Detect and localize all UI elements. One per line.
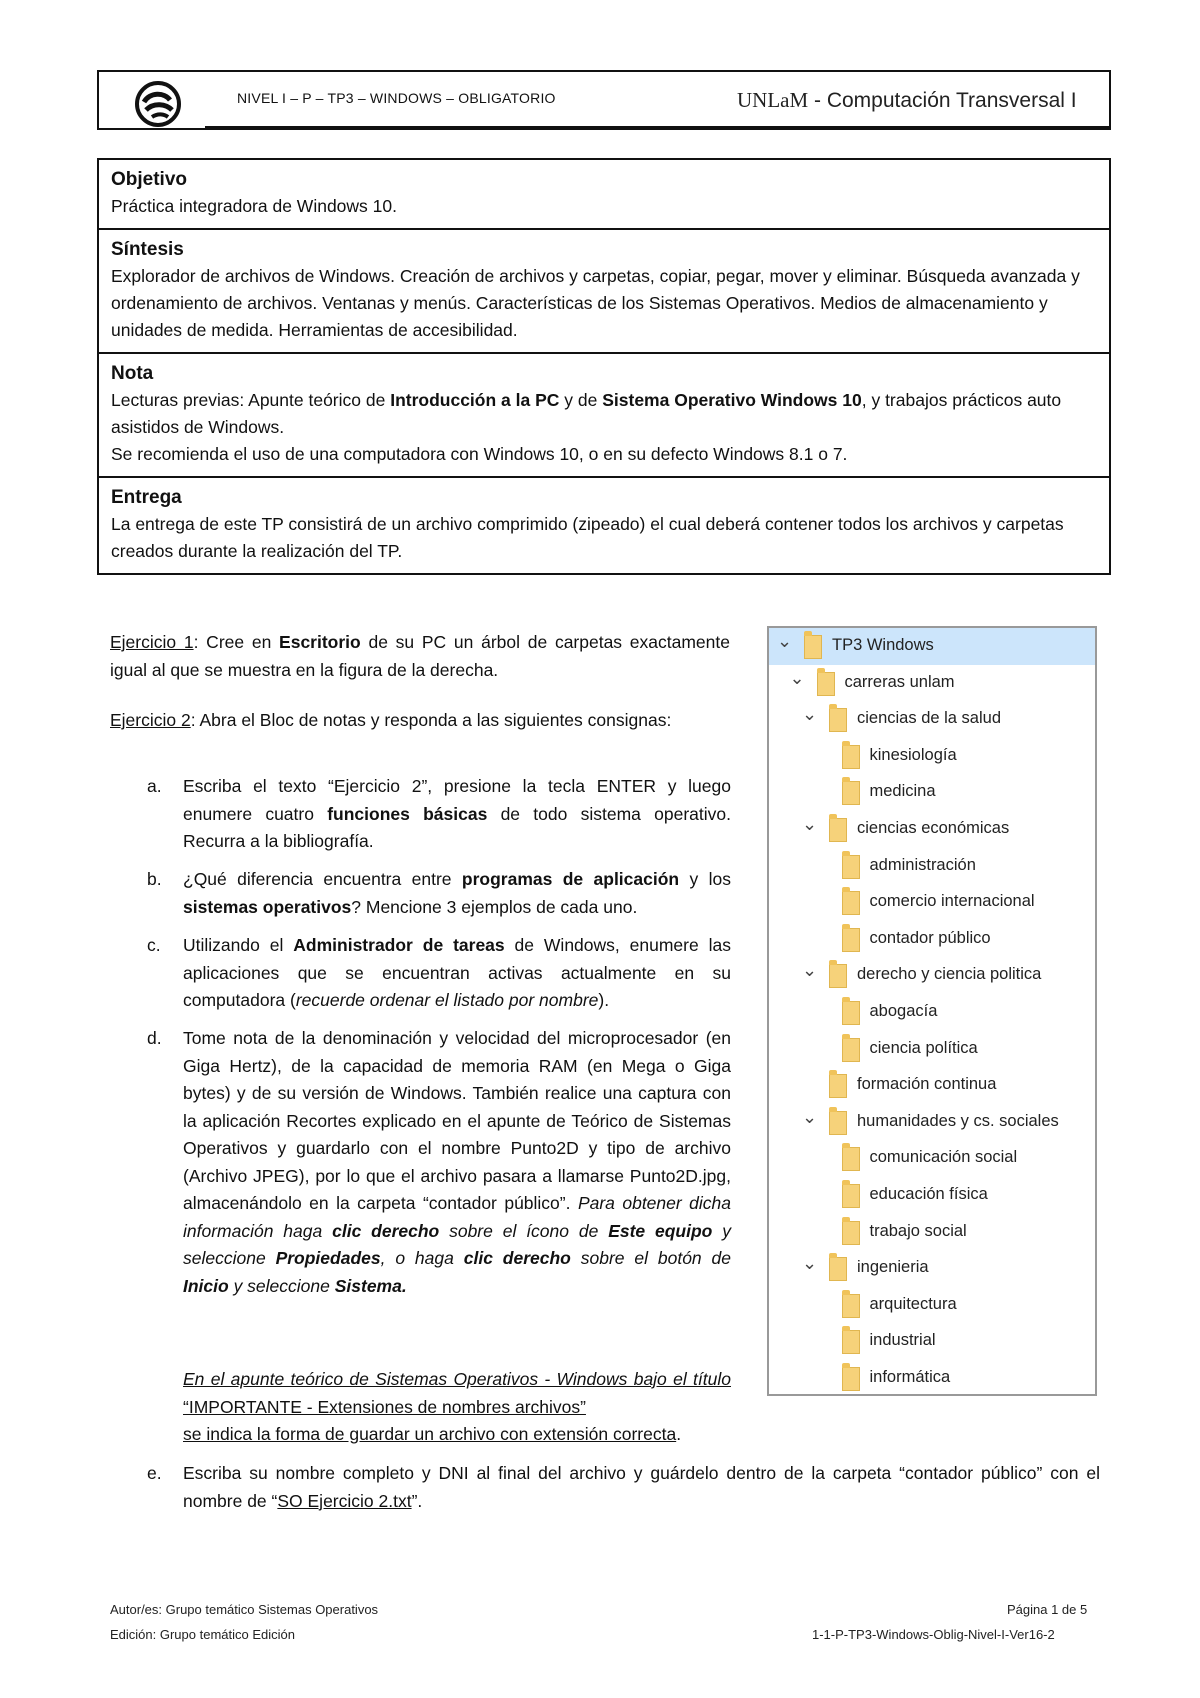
nota-recommendation: Se recomienda el uso de una computadora con Windows 10, o en su defecto Windows 8.1 o 7.	[111, 444, 848, 464]
item-c	[183, 932, 731, 1015]
folder-tree-label: contador público	[869, 928, 991, 947]
item-d-text-12: y seleccione	[228, 1275, 335, 1296]
item-b-label: b.	[147, 869, 162, 889]
folder-tree-label: ingenieria	[857, 1258, 929, 1277]
item-d	[183, 1025, 731, 1300]
header-divider	[205, 126, 1110, 128]
chevron-down-icon[interactable]: ⌄	[802, 1253, 818, 1274]
folder-icon	[829, 964, 847, 988]
chevron-down-icon[interactable]: ⌄	[802, 1106, 818, 1127]
folder-tree-label: administración	[869, 855, 976, 874]
folder-tree-label: carreras unlam	[844, 672, 955, 691]
item-b-text-1: ¿Qué diferencia encuentra entre	[183, 869, 462, 889]
folder-icon	[842, 1330, 860, 1354]
folder-icon	[842, 1001, 860, 1025]
folder-tree-label: formación continua	[857, 1075, 997, 1094]
item-b-text-2: programas de aplicación	[461, 869, 680, 889]
nota-title: Nota	[111, 363, 154, 384]
folder-icon	[842, 1038, 860, 1062]
entrega-cell	[99, 476, 1109, 573]
folder-tree-label: derecho y ciencia politica	[857, 965, 1042, 984]
folder-icon	[842, 1367, 860, 1391]
folder-icon	[804, 635, 822, 659]
item-a-text-3: de todo sistema operativo. Recurra a la bibliografía.	[183, 803, 731, 851]
exercise-1-label: Ejercicio 1	[110, 632, 194, 652]
footer-edition: Edición: Grupo temático Edición	[110, 1627, 295, 1642]
item-a-text-1: Escriba el texto “Ejercicio 2”, presione la tecla ENTER y luego enumere cuatro	[183, 776, 731, 824]
item-d-text-3: clic derecho	[332, 1220, 440, 1241]
sintesis-cell	[99, 228, 1109, 352]
header-brand: UNLaM	[737, 88, 809, 112]
item-b-text-3: y los	[679, 869, 731, 889]
nota-text-c: y de	[559, 390, 603, 410]
item-d-text-2: Para obtener dicha información haga	[183, 1193, 731, 1241]
item-e-text-1: Escriba su nombre completo y DNI al final del archivo y guárdelo dentro de la carpeta “contador público” con el nombre de “	[183, 1463, 1100, 1511]
item-a-text-2: funciones básicas	[327, 803, 488, 824]
folder-tree-label: trabajo social	[869, 1221, 967, 1240]
item-a	[183, 773, 731, 856]
item-d-text-11: Inicio	[183, 1275, 229, 1296]
folder-tree-label: educación física	[869, 1185, 988, 1203]
objetivo-title: Objetivo	[111, 169, 188, 190]
unlam-logo-icon	[134, 80, 182, 128]
folder-icon	[842, 1147, 860, 1171]
header-course-name: - Computación Transversal I	[808, 89, 1077, 112]
item-c-text-4: recuerde ordenar el listado por nombre	[295, 990, 599, 1010]
chevron-down-icon[interactable]: ⌄	[789, 667, 805, 688]
item-d-label: d.	[147, 1028, 162, 1048]
folder-tree-label: abogacía	[869, 1002, 938, 1020]
item-a-label: a.	[147, 776, 162, 796]
exercise-2-label: Ejercicio 2	[110, 710, 191, 730]
exercise-1-text-a: : Cree en	[193, 632, 280, 652]
folder-icon	[817, 672, 835, 696]
item-d-text-8: , o haga	[380, 1248, 464, 1268]
item-d-text-5: Este equipo	[608, 1220, 713, 1241]
item-d-note	[183, 1366, 731, 1421]
item-e	[183, 1460, 1100, 1515]
item-d-text-13: Sistema.	[334, 1275, 407, 1296]
header-course	[737, 88, 1077, 113]
footer-author: Autor/es: Grupo temático Sistemas Operativos	[110, 1602, 379, 1617]
item-d-note-text-1: En el apunte teórico de Sistemas Operativos - Windows bajo el título	[183, 1369, 731, 1389]
item-c-text-1: Utilizando el	[183, 935, 294, 955]
info-table	[97, 158, 1111, 575]
folder-tree-label: comunicación social	[869, 1148, 1018, 1167]
folder-tree-label: medicina	[869, 782, 936, 801]
folder-icon	[842, 1184, 860, 1208]
sintesis-title: Síntesis	[111, 239, 184, 260]
folder-icon	[842, 928, 860, 952]
item-d-note-line	[183, 1421, 763, 1449]
nota-cell	[99, 352, 1109, 476]
exercise-1-text-b: Escritorio	[279, 632, 361, 652]
nota-text-b: Introducción a la PC	[390, 390, 560, 410]
item-d-text-1: Tome nota de la denominación y velocidad del microprocesador (en Giga Hertz), de la capacidad de memoria RAM (en Mega o Giga bytes) y de su versión de Windows. También realice una captura con la aplicación Recortes explicado en el apunte de Teórico de Sistemas Operativos y guardarlo con el nombre Punto2D y tipo de archivo (Archivo JPEG), por lo que el archivo pasara a llamarse Punto2D.jpg, almacenándolo en la carpeta “contador público”.	[183, 1028, 731, 1213]
item-c-label: c.	[147, 935, 161, 955]
item-d-note-text-3: se indica la forma de guardar un archivo con extensión correcta	[183, 1424, 677, 1444]
folder-icon	[842, 745, 860, 769]
folder-tree-label: informática	[869, 1368, 951, 1386]
folder-tree-label: industrial	[869, 1331, 936, 1350]
folder-icon	[842, 1294, 860, 1318]
folder-tree-label: ciencia política	[869, 1038, 978, 1057]
item-b	[183, 866, 731, 921]
item-b-text-5: ? Mencione 3 ejemplos de cada uno.	[351, 896, 638, 917]
item-e-text-3: ”.	[411, 1490, 423, 1511]
exercise-2	[110, 707, 730, 735]
item-d-text-9: clic derecho	[463, 1248, 571, 1268]
item-d-text-4: sobre el ícono de	[439, 1220, 609, 1241]
folder-tree-label: humanidades y cs. sociales	[857, 1111, 1059, 1130]
folder-icon	[829, 1257, 847, 1281]
objetivo-cell	[99, 160, 1109, 228]
item-c-text-5: ).	[598, 990, 610, 1010]
folder-icon	[829, 1111, 847, 1135]
chevron-down-icon[interactable]: ⌄	[802, 704, 818, 725]
folder-icon	[829, 708, 847, 732]
folder-icon	[829, 818, 847, 842]
exercise-1-text-c: de su PC un árbol de carpetas exactamente igual al que se muestra en la figura de la derecha.	[110, 632, 730, 680]
item-b-text-4: sistemas operativos	[183, 896, 352, 917]
folder-icon	[842, 781, 860, 805]
nota-text-d: Sistema Operativo Windows 10	[602, 390, 862, 410]
item-c-text-3: de Windows, enumere las aplicaciones que se encuentran activas actualmente en su computadora (	[183, 935, 731, 1010]
item-d-text-7: Propiedades	[275, 1248, 381, 1268]
folder-icon	[842, 891, 860, 915]
folder-tree-label: comercio internacional	[869, 892, 1035, 911]
folder-tree-label: TP3 Windows	[832, 636, 934, 654]
folder-icon	[842, 1221, 860, 1245]
nota-text-e: , y trabajos prácticos auto asistidos de Windows.	[111, 390, 1062, 437]
folder-tree-label: ciencias económicas	[857, 819, 1010, 837]
footer-page: Página 1 de 5	[1007, 1602, 1088, 1617]
item-e-label: e.	[147, 1463, 162, 1483]
exercise-1	[110, 629, 730, 684]
footer-code: 1-1-P-TP3-Windows-Oblig-Nivel-I-Ver16-2	[812, 1627, 1055, 1642]
entrega-title: Entrega	[111, 487, 182, 508]
folder-tree-label: ciencias de la salud	[857, 709, 1002, 728]
item-c-text-2: Administrador de tareas	[293, 935, 505, 955]
exercise-2-text: : Abra el Bloc de notas y responda a las siguientes consignas:	[190, 710, 672, 730]
objetivo-text: Práctica integradora de Windows 10.	[111, 196, 397, 216]
item-d-text-6: y seleccione	[183, 1220, 731, 1268]
chevron-down-icon[interactable]: ⌄	[777, 631, 793, 651]
chevron-down-icon[interactable]: ⌄	[802, 960, 818, 981]
chevron-down-icon[interactable]: ⌄	[802, 814, 818, 834]
entrega-text: La entrega de este TP consistirá de un archivo comprimido (zipeado) el cual deberá contener todos los archivos y carpetas creados durante la realización del TP.	[111, 514, 1064, 561]
item-d-text-10: sobre el botón de	[570, 1248, 731, 1268]
item-d-note-text-2: “IMPORTANTE - Extensiones de nombres archivos”	[183, 1396, 586, 1417]
folder-icon	[842, 855, 860, 879]
nota-text-a: Lecturas previas: Apunte teórico de	[111, 390, 391, 410]
sintesis-text: Explorador de archivos de Windows. Creación de archivos y carpetas, copiar, pegar, mover y eliminar. Búsqueda avanzada y ordenamiento de archivos. Ventanas y menús. Características de los Sistemas Operativos. Medios de almacenamiento y unidades de medida. Herramientas de accesibilidad.	[111, 266, 1080, 340]
folder-tree-label: kinesiología	[869, 745, 957, 764]
item-d-note-text-4: .	[676, 1424, 682, 1444]
folder-tree-label: arquitectura	[869, 1294, 957, 1313]
item-e-filename: SO Ejercicio 2.txt	[277, 1490, 412, 1511]
folder-icon	[829, 1074, 847, 1098]
header-title: NIVEL I – P – TP3 – WINDOWS – OBLIGATORIO	[237, 90, 556, 106]
nota-text	[111, 387, 1099, 441]
